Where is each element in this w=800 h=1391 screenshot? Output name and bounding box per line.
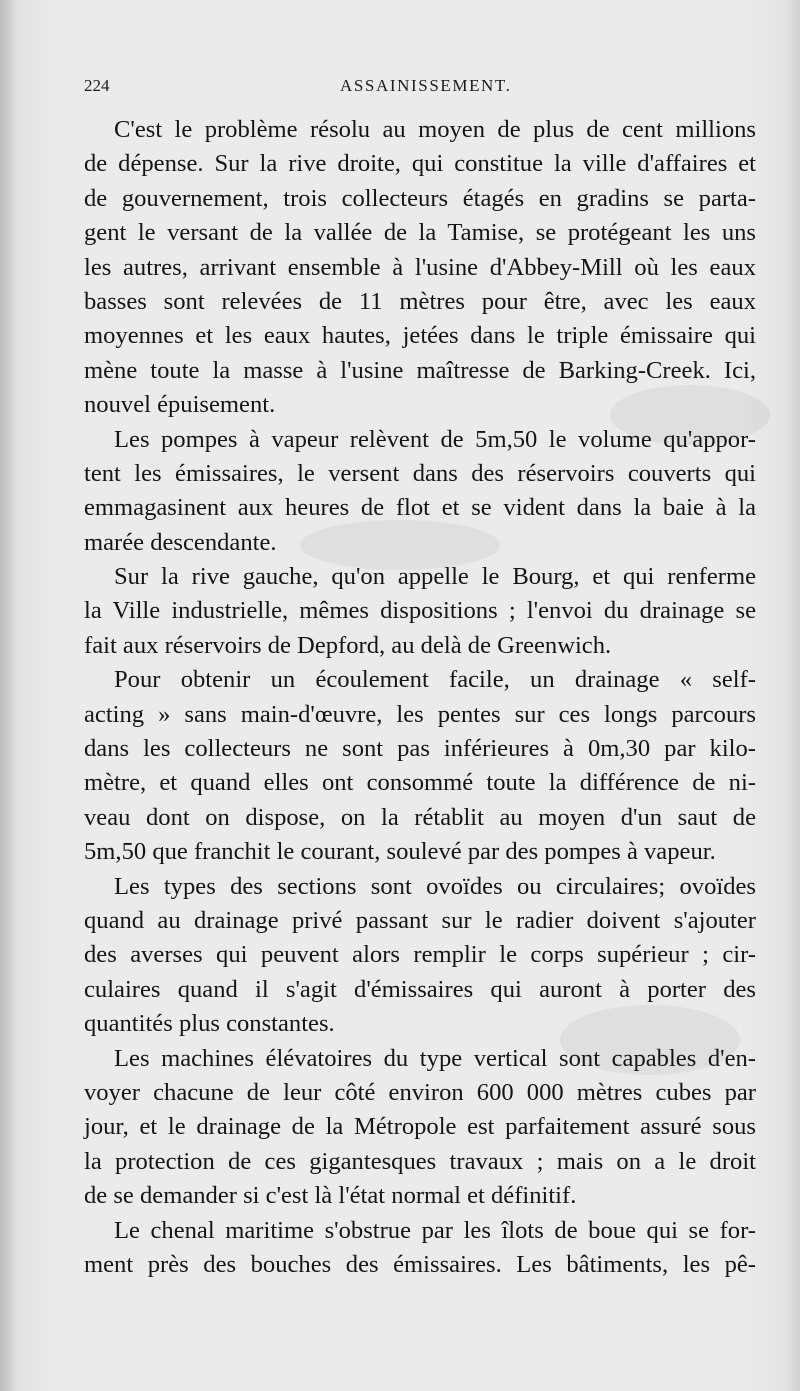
text-line: 5m,50 que franchit le courant, soulevé par des pompes à vapeur. [84, 838, 716, 866]
running-head: ASSAINISSEMENT. [340, 76, 512, 95]
text-line: veau dont on dispose, on la rétablit au moyen d'un saut de [84, 803, 756, 831]
paragraph [84, 1214, 756, 1283]
text-line: tent les émissaires, le versent dans des réservoirs couverts qui [84, 459, 756, 487]
text-line: Pour obtenir un écoulement facile, un drainage « self- [114, 666, 756, 694]
text-line: culaires quand il s'agit d'émissaires qui auront à porter des [84, 975, 756, 1003]
text-line: la Ville industrielle, mêmes dispositions ; l'envoi du drainage se [84, 597, 756, 625]
text-line: nouvel épuisement. [84, 391, 276, 419]
text-line: Les machines élévatoires du type vertical sont capables d'en- [114, 1044, 756, 1072]
text-line: jour, et le drainage de la Métropole est parfaitement assuré sous [84, 1113, 756, 1141]
text-line: C'est le problème résolu au moyen de plus de cent millions [114, 116, 756, 143]
text-line: mène toute la masse à l'usine maîtresse de Barking-Creek. Ici, [84, 356, 756, 384]
text-line: les autres, arrivant ensemble à l'usine d'Abbey-Mill où les eaux [84, 253, 756, 281]
text-line: ment près des bouches des émissaires. Les bâtiments, les pê- [84, 1250, 756, 1278]
text-line: fait aux réservoirs de Depford, au delà de Greenwich. [84, 631, 612, 659]
text-line: mètre, et quand elles ont consommé toute la différence de ni- [84, 769, 756, 797]
page-number: 224 [84, 76, 110, 95]
text-line: quand au drainage privé passant sur le radier doivent s'ajouter [84, 906, 756, 934]
body-text [84, 113, 756, 1282]
paragraph [84, 1042, 756, 1214]
text-line: marée descendante. [84, 528, 277, 556]
text-line: dans les collecteurs ne sont pas inférieures à 0m,30 par kilo- [84, 735, 756, 763]
text-line: la protection de ces gigantesques travaux ; mais on a le droit [84, 1147, 756, 1175]
text-line: Sur la rive gauche, qu'on appelle le Bourg, et qui renferme [114, 563, 756, 591]
text-line: moyennes et les eaux hautes, jetées dans le triple émissaire qui [84, 322, 756, 350]
text-line: de se demander si c'est là l'état normal et définitif. [84, 1182, 577, 1210]
text-line: acting » sans main-d'œuvre, les pentes sur ces longs parcours [84, 700, 756, 728]
text-line: Le chenal maritime s'obstrue par les îlots de boue qui se for- [114, 1216, 756, 1244]
text-line: Les pompes à vapeur relèvent de 5m,50 le volume qu'appor- [114, 425, 756, 453]
paragraph [84, 560, 756, 663]
text-line: voyer chacune de leur côté environ 600 000 mètres cubes par [84, 1078, 756, 1106]
text-line: quantités plus constantes. [84, 1010, 335, 1038]
text-line: emmagasinent aux heures de flot et se vident dans la baie à la [84, 494, 756, 522]
text-line: des averses qui peuvent alors remplir le corps supérieur ; cir- [84, 941, 756, 969]
paragraph [84, 113, 756, 423]
paragraph [84, 663, 756, 869]
paragraph [84, 423, 756, 561]
text-line: de gouvernement, trois collecteurs étagés en gradins se parta- [84, 184, 756, 212]
page-header [84, 76, 756, 100]
text-line: Les types des sections sont ovoïdes ou circulaires; ovoïdes [114, 872, 756, 900]
paragraph [84, 870, 756, 1042]
text-line: basses sont relevées de 11 mètres pour être, avec les eaux [84, 287, 756, 315]
text-line: de dépense. Sur la rive droite, qui constitue la ville d'affaires et [84, 150, 756, 178]
text-line: gent le versant de la vallée de la Tamise, se protégeant les uns [84, 219, 756, 247]
